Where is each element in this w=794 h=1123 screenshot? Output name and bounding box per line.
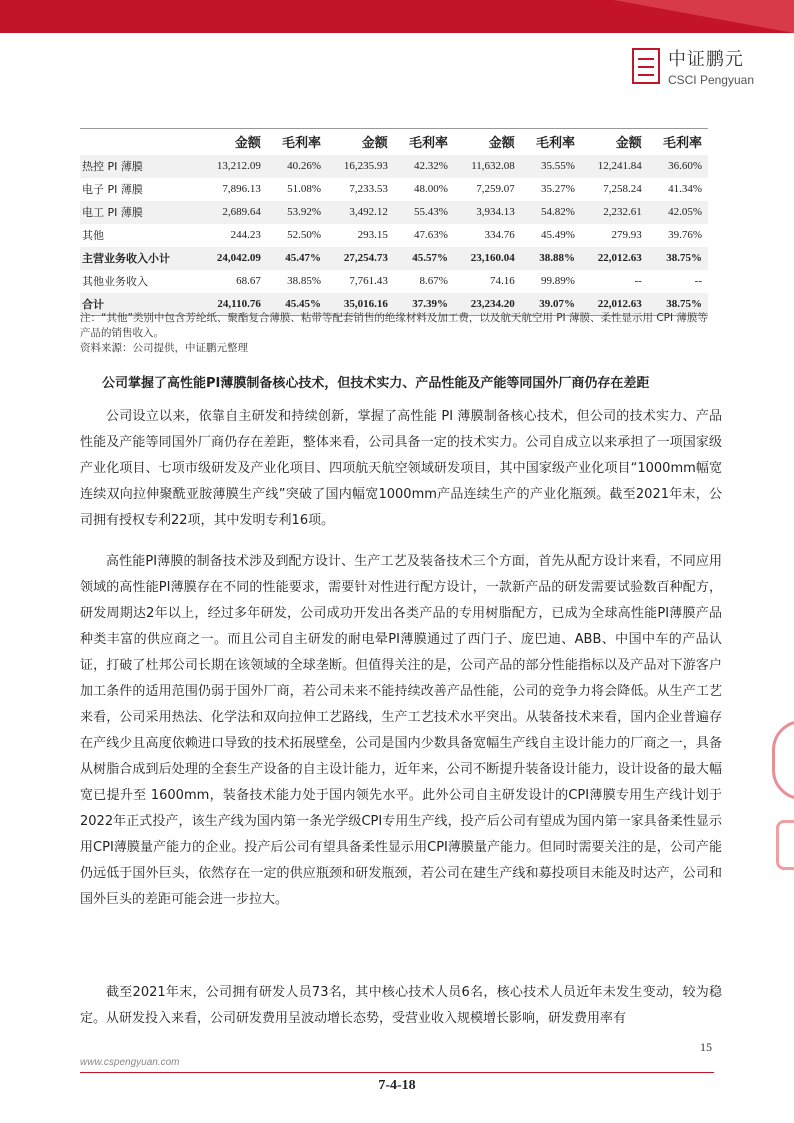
table-cell: 38.75% (648, 247, 708, 270)
table-cell: 53.92% (267, 201, 327, 224)
table-note: 注：“其他”类别中包含芳纶纸、聚酯复合薄膜、粘带等配套销售的绝缘材料及加工费，以及航天航空用 PI 薄膜、柔性显示用 CPI 薄膜等产品的销售收入。 (80, 312, 708, 339)
table-header-row (80, 129, 708, 155)
table-header-cell: 毛利率 (394, 129, 454, 155)
table-cell: 48.00% (414, 183, 448, 195)
table-row (80, 178, 708, 201)
brand-logo (632, 45, 754, 87)
row-label: 合计 (80, 293, 200, 316)
table-header-cell: 金额 (454, 129, 521, 155)
table-cell: 41.34% (668, 183, 702, 195)
table-row (80, 224, 708, 247)
table-cell: 22,012.63 (581, 293, 648, 316)
table-cell: 38.75% (648, 293, 708, 316)
table-header-cell: 毛利率 (648, 129, 708, 155)
table-cell: 23,234.20 (454, 293, 521, 316)
table-cell: 45.49% (541, 229, 575, 241)
table-cell: 54.82% (521, 201, 581, 224)
footer-divider (80, 1072, 714, 1073)
row-label: 主营业务收入小计 (80, 247, 200, 270)
footer-url: www.cspengyuan.com (80, 1057, 180, 1068)
row-label: 热控 PI 薄膜 (80, 155, 200, 178)
table-cell: 52.50% (287, 229, 321, 241)
page-number: 15 (700, 1040, 712, 1054)
table-cell: 38.88% (521, 247, 581, 270)
table-row (80, 201, 708, 224)
table-notes (80, 311, 714, 356)
table-cell: 55.43% (394, 201, 454, 224)
table-cell: 38.85% (287, 275, 321, 287)
table-cell: 16,235.93 (327, 155, 394, 178)
table-cell: 2,689.64 (200, 201, 267, 224)
header-band (0, 0, 794, 33)
table-cell: 42.05% (648, 201, 708, 224)
table-cell: 7,233.53 (349, 183, 388, 195)
table-cell: 244.23 (230, 229, 261, 241)
row-label: 电工 PI 薄膜 (80, 201, 200, 224)
table-header-cell: 毛利率 (267, 129, 327, 155)
table-cell: 22,012.63 (581, 247, 648, 270)
table-cell: 24,110.76 (200, 293, 267, 316)
table-cell: -- (634, 275, 642, 287)
paragraph: 公司设立以来，依靠自主研发和持续创新，掌握了高性能 PI 薄膜制备核心技术，但公司的技术实力、产品性能及产能等同国外厂商仍存在差距，整体来看，公司具备一定的技术实力。公司自成立以来承担了一项国家级产业化项目、七项市级研发及产业化项目、四项航天航空领域研发项目，其中国家级产业化项目“1000mm幅宽连续双向拉伸聚酰亚胺薄膜生产线”突破了国内幅宽1000mm产品连续生产的产业化瓶颈。截至2021年末，公司拥有授权专利22项，其中发明专利16项。 (80, 409, 722, 528)
table-cell: 293.15 (357, 229, 388, 241)
brand-text (668, 45, 754, 87)
table-cell: 40.26% (267, 155, 327, 178)
table-header-cell: 毛利率 (521, 129, 581, 155)
table-body (80, 155, 708, 316)
paragraph: 截至2021年末，公司拥有研发人员73名，其中核心技术人员6名，核心技术人员近年未发生变动，较为稳定。从研发投入来看，公司研发费用呈波动增长态势，受营业收入规模增长影响，研发费用率有 (80, 985, 722, 1026)
row-label: 其他业务收入 (82, 275, 148, 288)
table-cell: 279.93 (611, 229, 642, 241)
paragraph: 高性能PI薄膜的制备技术涉及到配方设计、生产工艺及装备技术三个方面，首先从配方设计来看，不同应用领域的高性能PI薄膜存在不同的性能要求，需要针对性进行配方设计，一款新产品的研发需要试验数百种配方，研发周期达2年以上，经过多年研发，公司成功开发出各类产品的专用树脂配方，已成为全球高性能PI薄膜产品种类丰富的供应商之一。而且公司自主研发的耐电晕PI薄膜通过了西门子、庞巴迪、ABB、中国中车的产品认证，打破了杜邦公司长期在该领域的全球垄断。但值得关注的是，公司产品的部分性能指标以及产品对下游客户加工条件的适用范围仍弱于国外厂商，若公司未来不能持续改善产品性能，公司的竞争力将会降低。从生产工艺来看，公司采用热法、化学法和双向拉伸工艺路线，生产工艺技术水平突出。从装备技术来看，国内企业普遍存在产线少且高度依赖进口导致的技术拓展壁垒，公司是国内少数具备宽幅生产线自主设计能力的厂商之一，具备从树脂合成到后处理的全套生产设备的自主设计能力，近年来，公司不断提升装备设计能力，设计设备的最大幅宽已提升至 1600mm，装备技术能力处于国内领先水平。此外公司自主研发设计的CPI薄膜专用生产线计划于2022年正式投产，该生产线为国内第一条光学级CPI专用生产线，投产后公司有望成为国内第一家具备柔性显示用CPI薄膜量产能力的企业。投产后公司有望具备柔性显示用CPI薄膜量产能力。但同时需要关注的是，公司产能仍远低于国外巨头，依然存在一定的供应瓶颈和研发瓶颈，若公司在建生产线和募投项目未能及时达产，公司和国外巨头的差距可能会进一步拉大。 (80, 554, 722, 907)
table-row (80, 155, 708, 178)
table-header-cell: 金额 (581, 129, 648, 155)
table-cell: 47.63% (414, 229, 448, 241)
seal-stamp (772, 720, 794, 800)
table-header-cell: 金额 (200, 129, 267, 155)
table-cell: 68.67 (236, 275, 261, 287)
table-row (80, 247, 708, 270)
table-cell: 74.16 (490, 275, 515, 287)
table-header-cell (80, 129, 200, 155)
table-cell: 13,212.09 (200, 155, 267, 178)
table-cell: 7,259.07 (476, 183, 515, 195)
table-cell: -- (694, 275, 702, 287)
table-cell: 36.60% (648, 155, 708, 178)
brand-name-cn: 中证鹏元 (667, 49, 744, 70)
table-cell: 2,232.61 (581, 201, 648, 224)
table-cell: 42.32% (394, 155, 454, 178)
row-label: 其他 (82, 229, 104, 242)
table-cell: 27,254.73 (327, 247, 394, 270)
table-cell: 37.39% (394, 293, 454, 316)
table-cell: 3,934.13 (454, 201, 521, 224)
section-heading: 公司掌握了高性能PI薄膜制备核心技术，但技术实力、产品性能及产能等同国外厂商仍存在差距 (102, 376, 650, 391)
table-cell: 45.57% (394, 247, 454, 270)
header-wedge (614, 0, 794, 33)
table-cell: 35.55% (521, 155, 581, 178)
table-cell: 8.67% (419, 275, 448, 287)
table-header-cell: 金额 (327, 129, 394, 155)
table-cell: 7,258.24 (603, 183, 642, 195)
table-cell: 35.27% (541, 183, 575, 195)
table-cell: 7,896.13 (222, 183, 261, 195)
table-cell: 24,042.09 (200, 247, 267, 270)
table-cell: 45.47% (267, 247, 327, 270)
table-row (80, 270, 708, 293)
table-cell: 39.07% (521, 293, 581, 316)
brand-mark-icon (632, 48, 660, 84)
table-cell: 3,492.12 (327, 201, 394, 224)
table-cell: 45.45% (267, 293, 327, 316)
table-cell: 39.76% (668, 229, 702, 241)
table-cell: 35,016.16 (327, 293, 394, 316)
table-cell: 99.89% (541, 275, 575, 287)
table-cell: 23,160.04 (454, 247, 521, 270)
table-cell: 334.76 (484, 229, 515, 241)
table-cell: 11,632.08 (454, 155, 521, 178)
seal-stamp-partial (776, 820, 794, 870)
document-number: 7-4-18 (378, 1078, 416, 1093)
brand-name-en: CSCI Pengyuan (667, 73, 754, 87)
table-cell: 51.08% (287, 183, 321, 195)
row-label: 电子 PI 薄膜 (82, 183, 143, 196)
table-source: 资料来源：公司提供，中证鹏元整理 (80, 342, 248, 354)
table-cell: 7,761.43 (349, 275, 388, 287)
revenue-table (80, 128, 708, 316)
table-cell: 12,241.84 (581, 155, 648, 178)
